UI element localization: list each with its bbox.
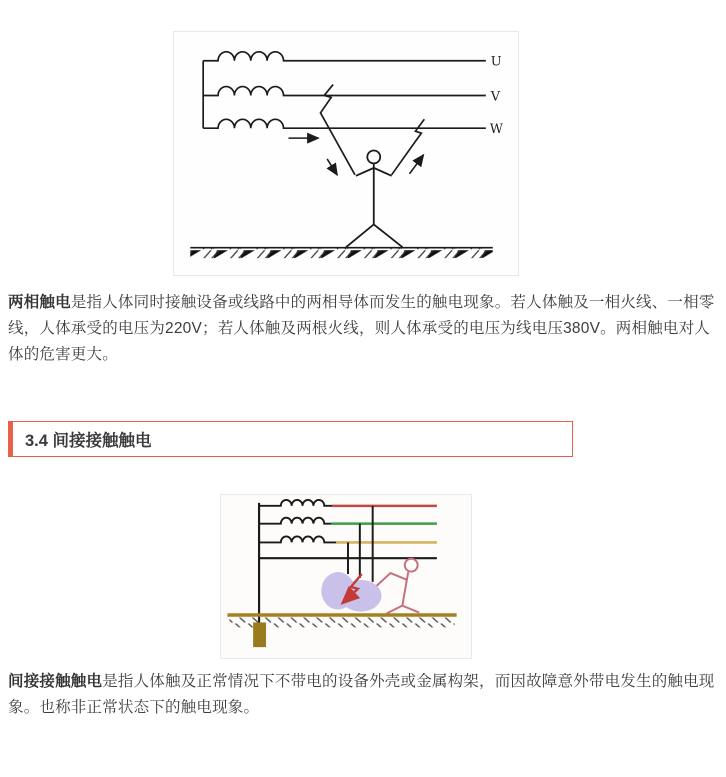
drop-wires <box>348 506 373 582</box>
term-indirect-contact: 间接接触触电 <box>8 673 103 690</box>
definition-indirect-contact: 是指人体触及正常情况下不带电的设备外壳或金属构架，而因故障意外带电发生的触电现象。也称非正常状态下的触电现象。 <box>8 673 715 716</box>
person-right-leg <box>374 224 403 247</box>
three-phase-source-coils <box>203 52 486 128</box>
figure-indirect-contact <box>220 494 472 659</box>
current-arrow-up-icon <box>409 155 423 174</box>
phase-label-v: V <box>490 89 501 105</box>
wire-v-to-left-hand <box>320 112 355 174</box>
ground-electrode <box>253 622 266 647</box>
contact-wires <box>320 85 424 175</box>
person-head <box>405 559 418 572</box>
section-header-label: 3.4 间接接触触电 <box>25 432 152 450</box>
wire-right-hand-to-w <box>392 144 414 175</box>
section-header-3-4 <box>8 421 573 457</box>
two-phase-contact-diagram <box>174 32 518 275</box>
lightning-break-icon-v <box>320 85 333 114</box>
person-head <box>367 151 380 164</box>
paragraph-two-phase-contact <box>8 290 720 368</box>
lightning-break-icon-w <box>413 119 424 144</box>
definition-two-phase-contact: 是指人体同时接触设备或线路中的两相导体而发生的触电现象。若人体触及一相火线、一相零线，人体承受的电压为220V；若人体触及两根火线，则人体承受的电压为线电压380V。两相触电对人体的危害更大。 <box>8 294 715 363</box>
person-body <box>402 572 408 606</box>
person-touching-equipment <box>377 559 419 614</box>
person-left-leg <box>346 224 374 247</box>
person-arm <box>377 573 408 586</box>
person-left-leg <box>387 606 403 614</box>
current-arrows <box>288 138 423 175</box>
figure-two-phase-contact <box>173 31 519 276</box>
person-stick-figure <box>346 151 403 248</box>
person-right-leg <box>402 606 419 613</box>
earth-ground <box>227 615 456 647</box>
current-arrow-down-icon <box>327 159 337 175</box>
term-two-phase-contact: 两相触电 <box>8 294 71 311</box>
phase-label-w: W <box>489 122 504 138</box>
phase-label-u: U <box>490 54 502 70</box>
indirect-contact-diagram <box>221 495 471 658</box>
paragraph-indirect-contact <box>8 669 720 721</box>
earth-ground <box>190 248 493 258</box>
